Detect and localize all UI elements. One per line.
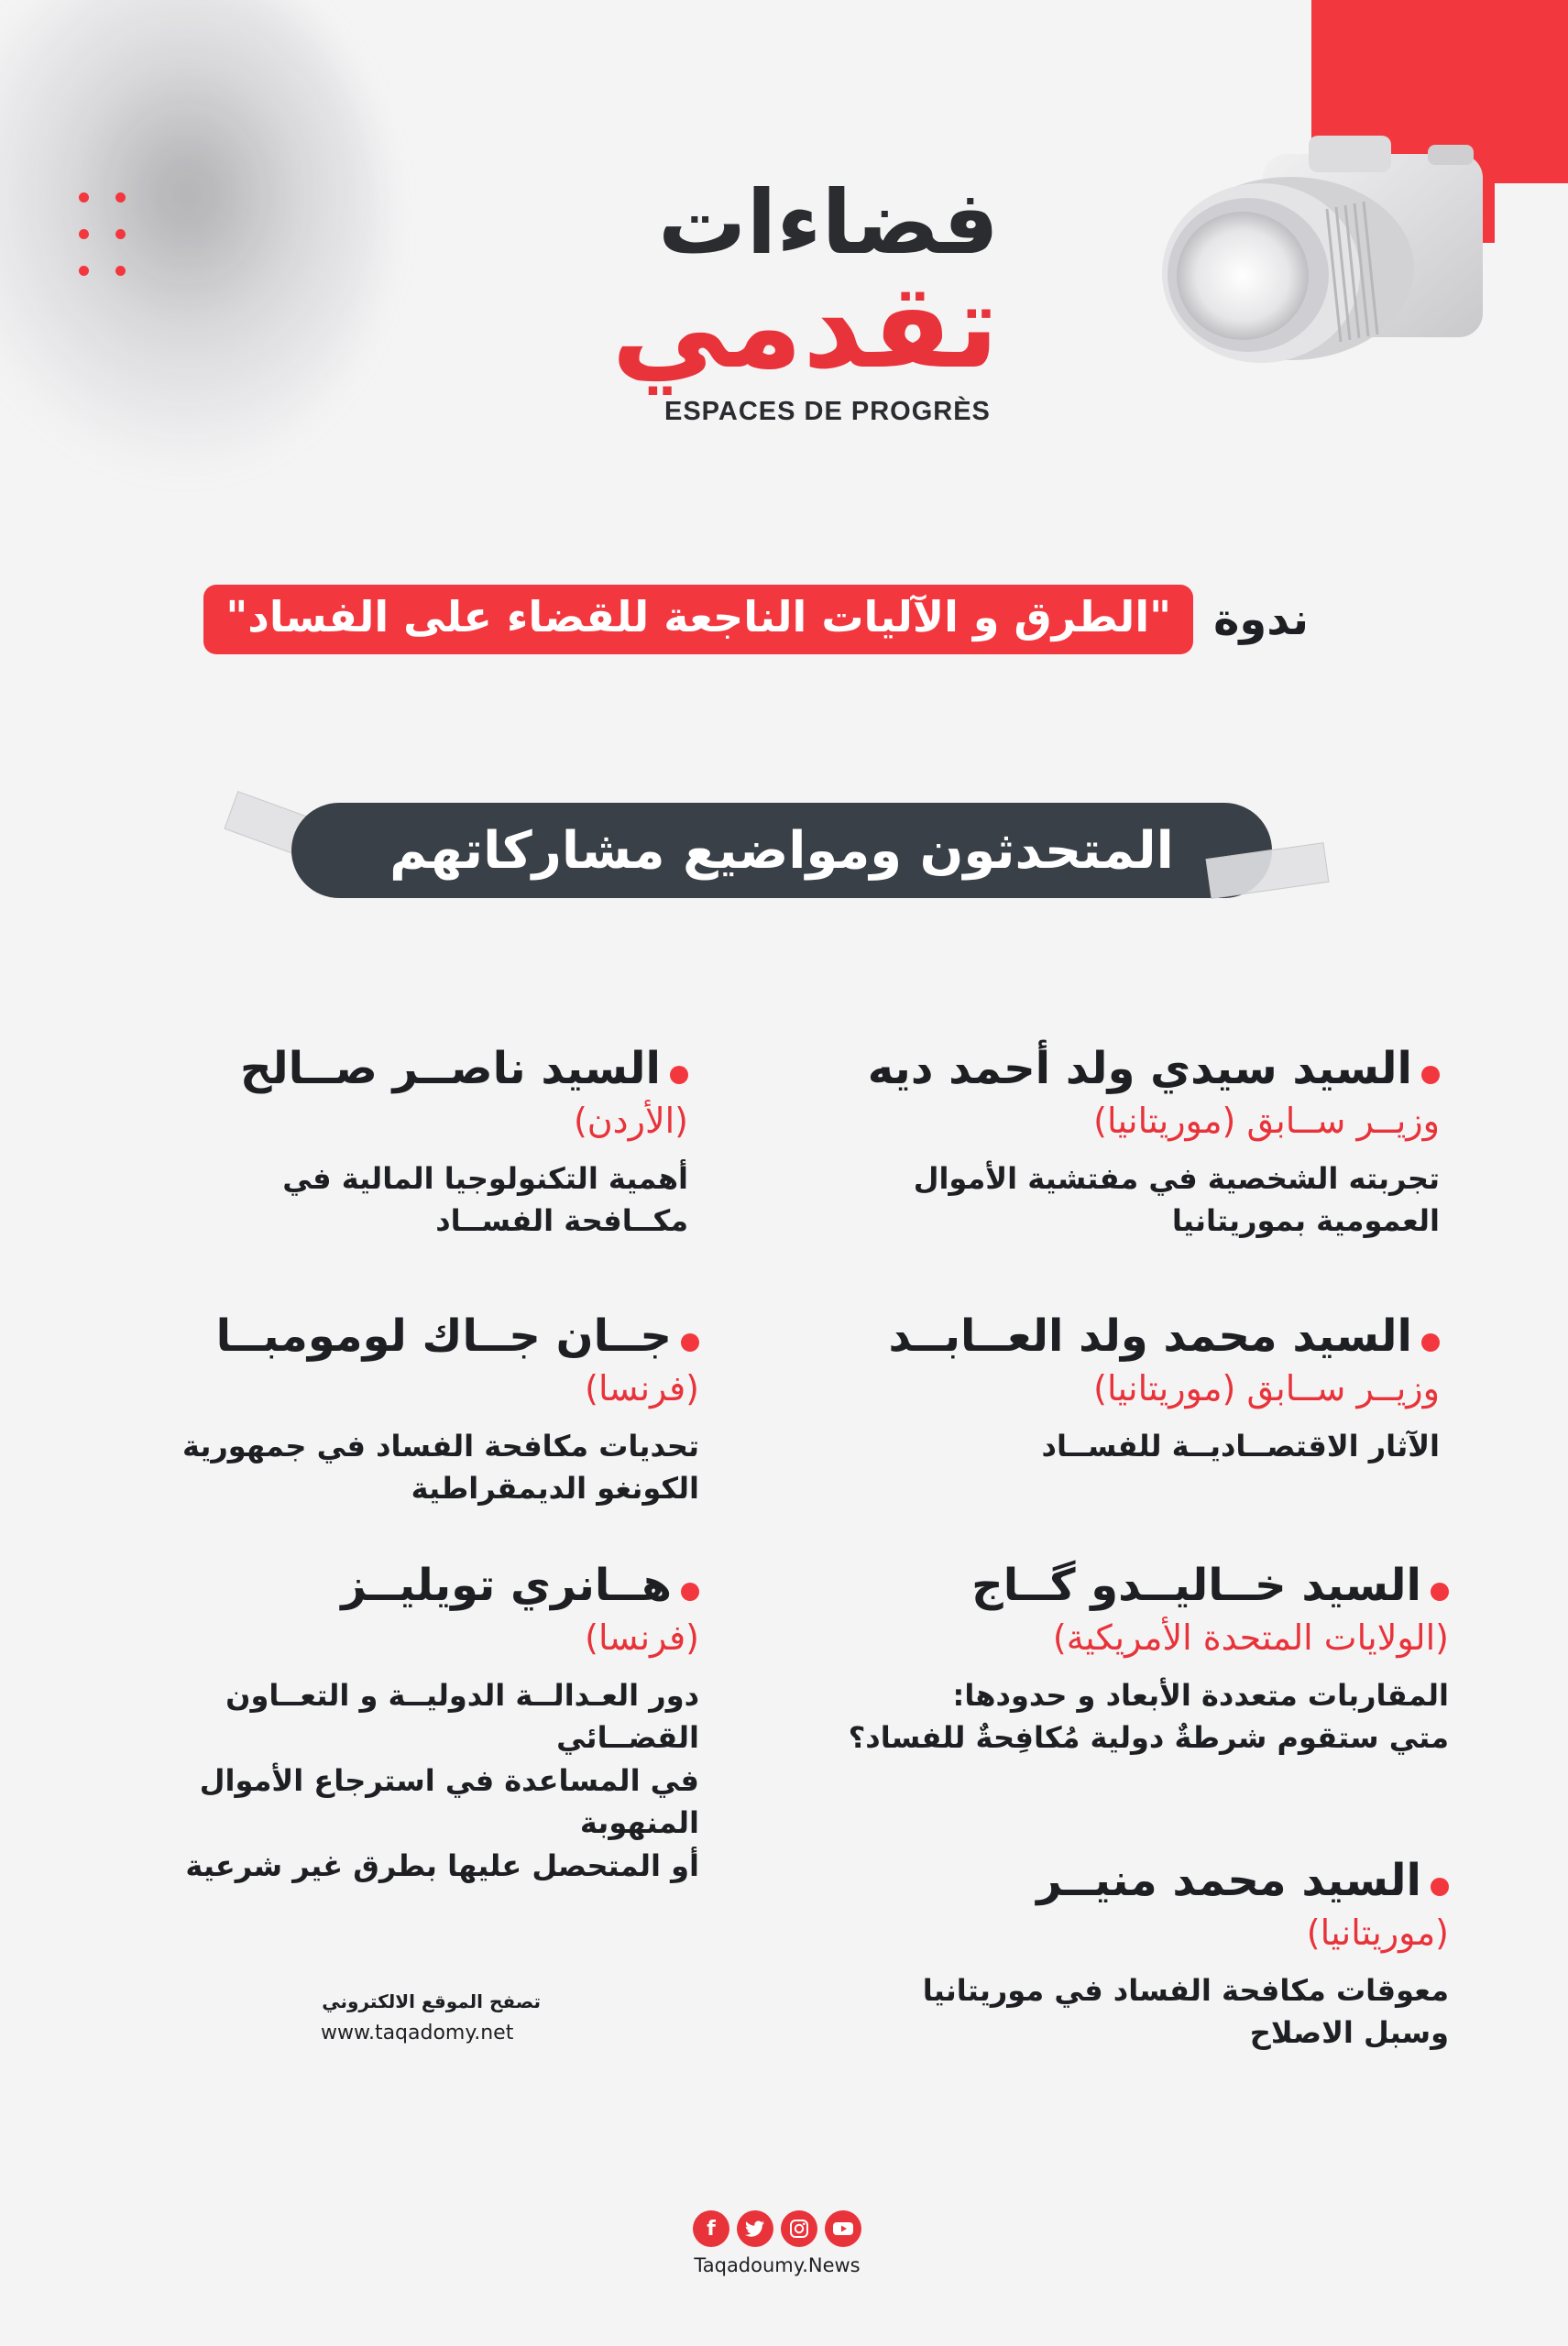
- speaker-name: جــان جــاك لومومبــا: [215, 1310, 672, 1362]
- speaker-topic: [113, 1425, 699, 1510]
- topic-line: معوقات مكافحة الفساد في موريتانيا: [922, 1973, 1449, 2009]
- seminar-heading: [225, 583, 1309, 656]
- speaker-name-row: [867, 1043, 1440, 1096]
- bullet-icon: [681, 1333, 699, 1352]
- topic-line: مكــافحة الفســاد: [435, 1203, 688, 1239]
- banner-pill: [291, 803, 1272, 898]
- social-icons: [685, 2210, 869, 2247]
- topic-line: العمومية بموريتانيا: [1171, 1203, 1440, 1239]
- speaker-role: (الولايات المتحدة الأمريكية): [1052, 1617, 1449, 1658]
- speaker-topic: [881, 1969, 1449, 2055]
- speaker-name-row: [76, 1560, 699, 1613]
- speaker-role: (موريتانيا): [1306, 1912, 1449, 1953]
- speaker-topic: [76, 1674, 699, 1887]
- speaker-topic: [175, 1157, 688, 1243]
- topic-line: الكونغو الديمقراطية: [411, 1471, 699, 1507]
- social-handle: Taqadoumy.News: [694, 2254, 861, 2276]
- camera-image: [1153, 117, 1501, 374]
- topic-line: وسبل الاصلاح: [1249, 2015, 1449, 2051]
- bullet-icon: [1421, 1066, 1440, 1084]
- speaker-name: السيد محمد ولد العــابــد: [888, 1310, 1412, 1362]
- bullet-icon: [1421, 1333, 1440, 1352]
- speaker-card: [867, 1043, 1440, 1243]
- speaker-role: (فرنسا): [585, 1367, 699, 1409]
- bullet-icon: [681, 1583, 699, 1601]
- speaker-card: [113, 1310, 699, 1510]
- speaker-name-row: [113, 1310, 699, 1364]
- speaker-role: (الأردن): [573, 1100, 688, 1141]
- red-corner-block-edge: [1495, 0, 1568, 183]
- topic-line: متي ستقوم شرطةٌ دولية مُكافِحةٌ للفساد؟: [848, 1720, 1449, 1756]
- speaker-role: وزيــر ســابق (موريتانيا): [1093, 1100, 1440, 1141]
- topic-line: الآثار الاقتصــاديــة للفســاد: [1041, 1429, 1440, 1464]
- speakers-banner: [227, 797, 1327, 907]
- decorative-dots: [79, 192, 134, 275]
- social-block: [685, 2210, 869, 2320]
- speaker-name: السيد خــاليــدو گــاج: [971, 1560, 1421, 1611]
- website-link[interactable]: www.taqadomy.net: [321, 2022, 514, 2045]
- speaker-name: السيد سيدي ولد أحمد ديه: [867, 1043, 1412, 1094]
- topic-line: أهمية التكنولوجيا المالية في: [282, 1161, 688, 1197]
- bullet-icon: [1431, 1583, 1449, 1601]
- speaker-card: [872, 1310, 1440, 1467]
- logo-subtitle: ESPACES DE PROGRÈS: [664, 397, 991, 426]
- logo: [513, 171, 1026, 444]
- speaker-card: [844, 1560, 1449, 1760]
- logo-main-text: تقدمي: [611, 258, 999, 395]
- speaker-topic: [872, 1157, 1440, 1243]
- speaker-card: [175, 1043, 688, 1243]
- topic-line: تجربته الشخصية في مفتشية الأموال: [913, 1161, 1440, 1197]
- twitter-icon[interactable]: [737, 2210, 773, 2247]
- speaker-name: السيد محمد منيــر: [1036, 1855, 1421, 1906]
- speaker-card: [881, 1855, 1449, 2055]
- speaker-card: [76, 1560, 699, 1887]
- speaker-name: هــانري تويليــز: [341, 1560, 672, 1611]
- banner-text: المتحدثون ومواضيع مشاركاتهم: [389, 820, 1174, 881]
- website-label: تصفح الموقع الالكتروني: [322, 1990, 541, 2012]
- speaker-name-row: [881, 1855, 1449, 1908]
- topic-line: في المساعدة في استرجاع الأموال المنهوبة: [199, 1762, 699, 1841]
- speaker-role: (فرنسا): [585, 1617, 699, 1658]
- speaker-topic: [844, 1674, 1449, 1760]
- background-blur: [0, 0, 385, 477]
- topic-line: دور العـدالــة الدوليــة و التعــاون القضــائي: [225, 1678, 699, 1756]
- speaker-name-row: [872, 1310, 1440, 1364]
- speaker-name-row: [175, 1043, 688, 1096]
- instagram-icon[interactable]: [781, 2210, 817, 2247]
- logo-top-text: فضاءات: [658, 171, 999, 274]
- speaker-role: وزيــر ســابق (موريتانيا): [1093, 1367, 1440, 1409]
- bullet-icon: [670, 1066, 688, 1084]
- speaker-name: السيد ناصــر صــالح: [240, 1043, 661, 1094]
- seminar-label: ندوة: [1213, 594, 1309, 645]
- speaker-name-row: [844, 1560, 1449, 1613]
- seminar-title: "الطرق و الآليات الناجعة للقضاء على الفساد": [203, 585, 1193, 654]
- youtube-icon[interactable]: [825, 2210, 861, 2247]
- facebook-icon[interactable]: f: [693, 2210, 729, 2247]
- bullet-icon: [1431, 1878, 1449, 1896]
- speaker-topic: [872, 1425, 1440, 1467]
- topic-line: أو المتحصل عليها بطرق غير شرعية: [185, 1847, 699, 1883]
- topic-line: المقاربات متعددة الأبعاد و حدودها:: [952, 1678, 1449, 1714]
- website-block: [321, 1990, 541, 2045]
- topic-line: تحديات مكافحة الفساد في جمهورية: [181, 1429, 699, 1464]
